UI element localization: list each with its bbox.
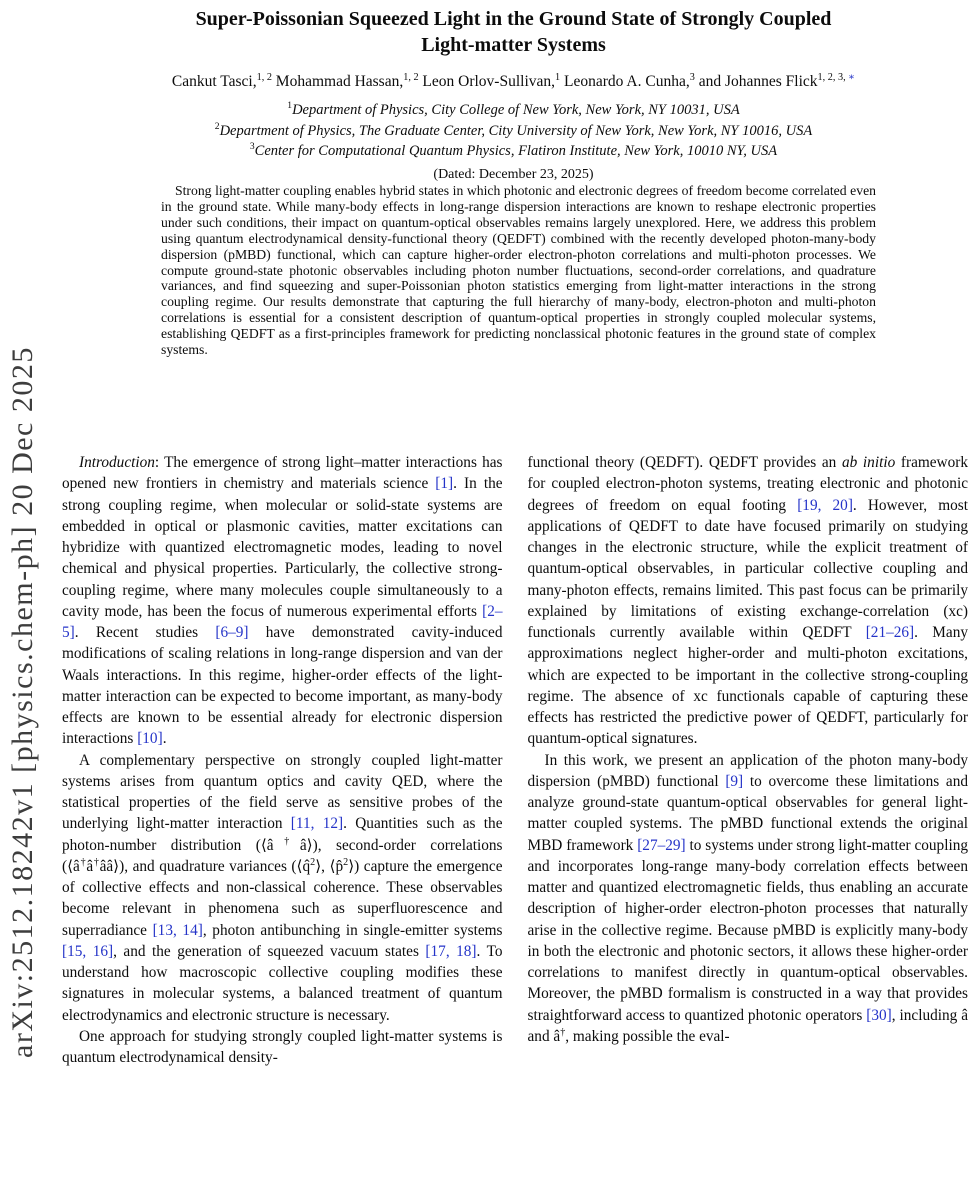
citation-link[interactable]: [27–29]	[637, 836, 686, 854]
column-right	[528, 452, 969, 1200]
affiliation-2	[58, 121, 969, 142]
affiliation-1	[58, 100, 969, 121]
text-sup: 3	[249, 141, 255, 153]
text-sup: 1, 2, 3,	[817, 71, 849, 83]
citation-link[interactable]: ∗	[848, 71, 856, 83]
arxiv-identifier-stamp[interactable]: arXiv:2512.18242v1 [physics.chem-ph] 20 Dec 2025	[6, 346, 39, 1058]
citation-link[interactable]: [13, 14]	[152, 921, 203, 939]
paragraph-qedft-continuation: functional theory (QEDFT). QEDFT provides an ab initio framework for coupled electron-photon systems, treating electronic and photonic degrees of freedom on equal footing [19, 20]. However, most applications of QEDFT to date have focused primarily on studying changes in the electronic structure, while the explicit treatment of quantum-optical observables, in particular collective coupling and many-photon effects, remains limited. This past focus can be primarily explained by limitations of existing exchange-correlation (xc) functionals currently available within QEDFT [21–26]. Many approximations neglect higher-order and multi-photon excitations, which are expected to be important in the collective strong-coupling regime. The absence of xc functionals capable of capturing these effects has restricted the predictive power of QEDFT, particularly for quantum-optical signatures.	[527, 454, 968, 748]
citation-link[interactable]: [19, 20]	[797, 496, 853, 514]
dated-line: (Dated: December 23, 2025)	[433, 166, 594, 182]
citation-link[interactable]: [10]	[137, 730, 163, 748]
text-sup: 2	[310, 856, 316, 868]
text-sup: 2	[214, 120, 220, 132]
paper-title-line-2: Light-matter Systems	[421, 34, 606, 56]
text-sup: 1, 2	[256, 71, 272, 83]
text-i: Department of Physics, The Graduate Center, City University of New York, New York, NY 10016, USA	[219, 122, 813, 139]
text-sup: †	[93, 856, 100, 868]
citation-link[interactable]: [6–9]	[215, 624, 249, 641]
paper-title-line-1: Super-Poissonian Squeezed Light in the Ground State of Strongly Coupled	[195, 8, 832, 30]
authors-line: Cankut Tasci,$^{1, 2}$ Mohammad Hassan,$^{1, 2}$ Leon Orlov-Sullivan,$^1$ Leonardo A. Cunha,$^3$ and Johannes Flick$^{1, 2, 3,}$ ∗	[171, 71, 856, 90]
paragraph-one-approach: One approach for studying strongly coupled light-matter systems is quantum electrodynamical density-	[62, 1027, 503, 1066]
text-sup: 1	[555, 71, 561, 83]
citation-link[interactable]: [9]	[725, 772, 744, 790]
paper-header	[58, 6, 969, 183]
paragraph-complementary-perspective: A complementary perspective on strongly coupled light-matter systems arises from quantum optics and cavity QED, where the statistical properties of the field serve as sensitive probes of the underlying light-matter interaction [11, 12]. Quantities such as the photon-number distribution (⟨â†â⟩), second-order correlations (⟨â†â†ââ⟩), and quadrature variances (⟨q̂$^2$⟩, ⟨p̂$^2$⟩) capture the emergence of collective effects and non-classical coherence. These observables become relevant in phenomena such as superfluorescence and superradiance [13, 14], photon antibunching in single-emitter systems [15, 16], and the generation of squeezed vacuum states [17, 18]. To understand how macroscopic collective coupling modifies these signatures in molecular systems, a balanced treatment of quantum electrodynamics and electronic structure is necessary.	[62, 751, 503, 1024]
abstract-text: Strong light-matter coupling enables hybrid states in which photonic and electronic degrees of freedom become correlated even in the ground state. While many-body effects in long-range dispersion interactions are known to reshape electronic properties under such conditions, their impact on quantum-optical observables remains largely unexplored. Here, we address this problem using quantum electrodynamical density-functional theory (QEDFT) combined with the recently developed photon-many-body dispersion (pMBD) functional, which can capture higher-order electron-photon correlations and multi-photon processes. We compute ground-state photonic observables including photon number fluctuations, second-order correlations, and quadrature variances, and find squeezing and super-Poissonian photon statistics emerging from light-matter interactions in the strong coupling regime. Our results demonstrate that capturing the full hierarchy of many-body, electron-photon and multi-photon correlations is essential for a consistent description of quantum-optical properties in strongly coupled molecular systems, establishing QEDFT as a first-principles framework for predicting nonclassical photonic features in the ground state of complex systems.	[161, 183, 876, 358]
text-i: Introduction	[79, 454, 155, 471]
text-i: Department of Physics, City College of New York, New York, NY 10031, USA	[292, 102, 740, 118]
text-sup: †	[273, 835, 300, 847]
citation-link[interactable]: [1]	[435, 475, 454, 493]
affiliations-block	[58, 100, 969, 162]
body-columns	[62, 452, 968, 1200]
citation-link[interactable]: [17, 18]	[425, 942, 477, 960]
text-sup: 1	[287, 100, 293, 112]
citation-link[interactable]: [21–26]	[865, 624, 915, 641]
text-sup: 1, 2	[403, 71, 419, 83]
affiliation-3	[58, 141, 969, 162]
column-left	[62, 452, 503, 1200]
paragraph-in-this-work: In this work, we present an application of the photon many-body dispersion (pMBD) functional [9] to overcome these limitations and analyze ground-state quantum-optical observables for general light-matter coupled systems. The pMBD functional extends the original MBD framework [27–29] to systems under strong light-matter coupling and incorporates long-range many-body correlation effects between matter and quantized electromagnetic fields, thus enabling an accurate description of higher-order electron-photon processes that naturally arise in the collective regime. Because pMBD is explicitly many-body in both the electronic and photonic sectors, it allows these higher-order correlations to manifest directly in quantum-optical observables. Moreover, the pMBD formalism is constructed in a way that provides straightforward access to quantized photonic operators [30], including â and â†, making possible the eval-	[527, 751, 969, 1045]
text-sup: 3	[689, 71, 695, 83]
citation-link[interactable]: [2–5]	[62, 602, 503, 641]
text-i: ab initio	[841, 454, 896, 471]
text-sup: †	[560, 1026, 566, 1038]
text-sup: †	[79, 856, 87, 868]
citation-link[interactable]: [15, 16]	[62, 942, 114, 960]
citation-link[interactable]: [11, 12]	[290, 815, 344, 833]
citation-link[interactable]: [30]	[866, 1006, 892, 1024]
paragraph-introduction: Introduction: The emergence of strong light–matter interactions has opened new frontiers in chemistry and materials science [1]. In the strong coupling regime, when molecular or solid-state systems are embedded in optical or plasmonic cavities, matter excitations can hybridize with quantized electromagnetic modes, leading to novel chemical and physical properties. Particularly, the collective strong-coupling regime, where many molecules couple simultaneously to a cavity mode, has been the focus of numerous experimental efforts [2–5]. Recent studies [6–9] have demonstrated cavity-induced modifications of scaling relations in long-range dispersion and van der Waals interactions. In this regime, higher-order effects of the light-matter interaction can be expected to become important, as many-body effects are known to be essential already for electronic dispersion interactions [10].	[62, 454, 503, 748]
text-i: Center for Computational Quantum Physics, Flatiron Institute, New York, 10010 NY, USA	[254, 143, 778, 159]
text-sup: 2	[343, 856, 349, 868]
